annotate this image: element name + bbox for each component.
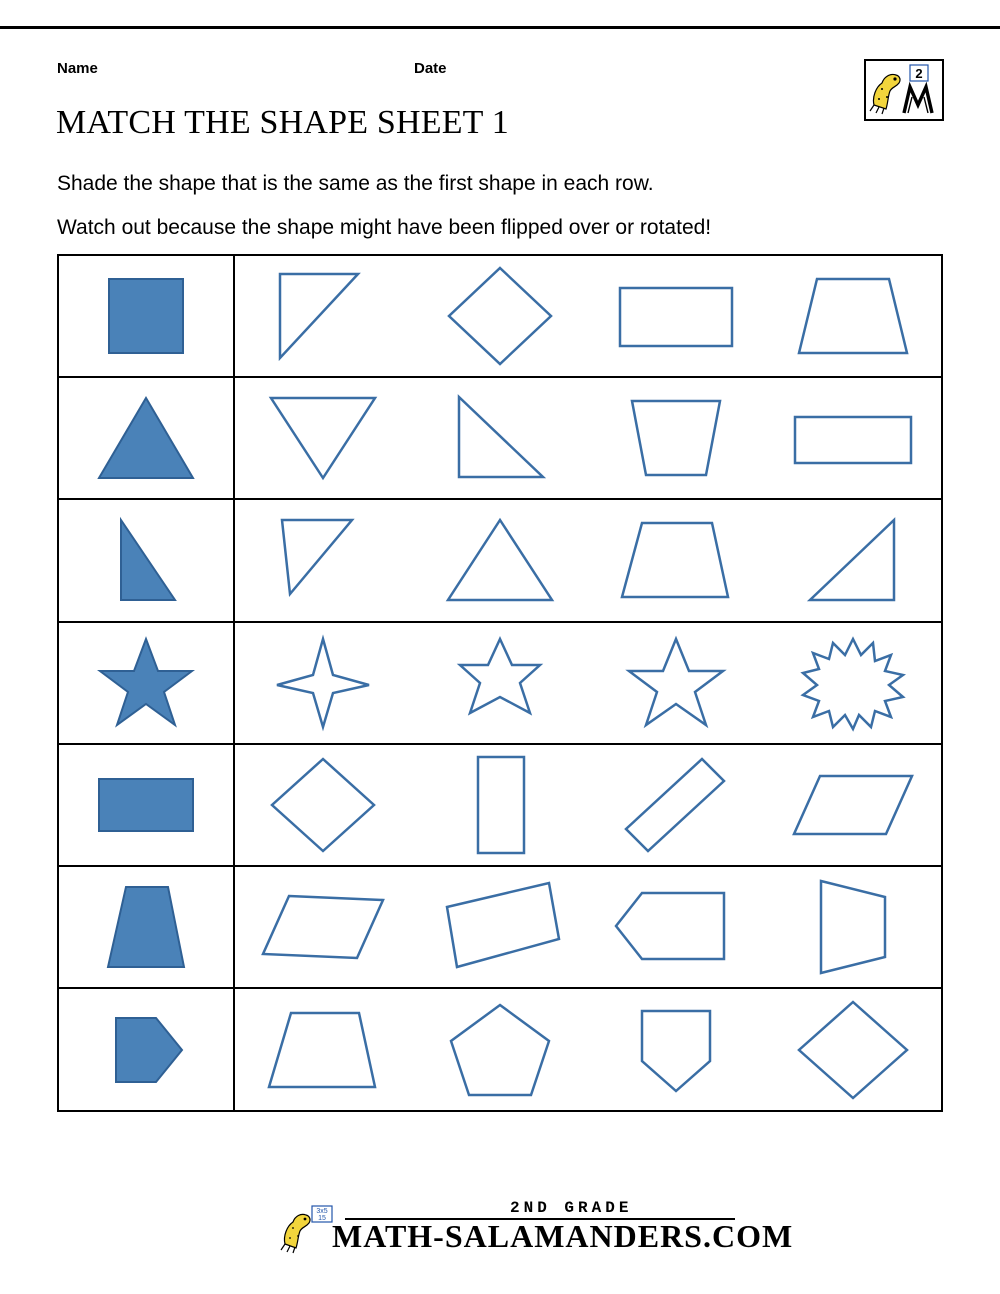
shape-matching-table <box>57 254 943 1112</box>
table-row <box>59 989 941 1111</box>
option-list <box>235 989 941 1111</box>
svg-text:3x5: 3x5 <box>316 1208 328 1215</box>
page-top-rule <box>0 0 1000 29</box>
option-right-triangle-mirrored[interactable] <box>773 514 933 606</box>
option-trapezoid[interactable] <box>596 515 756 605</box>
option-right-triangle[interactable] <box>243 266 403 366</box>
svg-text:2: 2 <box>915 66 923 81</box>
prompt-shape-square <box>59 256 235 376</box>
option-diamond[interactable] <box>773 998 933 1102</box>
footer-grade-text: 2ND GRADE <box>510 1199 633 1217</box>
option-trapezoid[interactable] <box>596 393 756 483</box>
option-rectangle[interactable] <box>596 276 756 356</box>
date-label: Date <box>414 60 447 77</box>
option-rectangle-rotated[interactable] <box>596 755 756 855</box>
option-list <box>235 378 941 498</box>
option-pentagon-down[interactable] <box>596 1003 756 1097</box>
svg-text:15: 15 <box>318 1215 326 1222</box>
table-row <box>59 623 941 745</box>
option-triangle-down[interactable] <box>243 392 403 484</box>
instruction-line-1: Shade the shape that is the same as the first shape in each row. <box>57 172 654 195</box>
salamander-logo-icon <box>279 1204 335 1260</box>
option-triangle-up[interactable] <box>420 514 580 606</box>
prompt-shape-triangle-up <box>59 378 235 498</box>
option-parallelogram[interactable] <box>773 766 933 844</box>
option-four-point-star[interactable] <box>243 635 403 731</box>
option-list <box>235 867 941 987</box>
option-right-triangle-rotated[interactable] <box>243 514 403 606</box>
prompt-shape-pentagon-sideways <box>59 989 235 1111</box>
page-title: MATCH THE SHAPE SHEET 1 <box>56 104 509 141</box>
table-row <box>59 256 941 378</box>
option-trapezoid[interactable] <box>243 1005 403 1095</box>
option-diamond[interactable] <box>420 264 580 368</box>
prompt-shape-trapezoid <box>59 867 235 987</box>
table-row <box>59 745 941 867</box>
option-rectangle-vertical[interactable] <box>420 753 580 857</box>
option-right-triangle[interactable] <box>420 391 580 485</box>
math-salamanders-logo-icon <box>866 61 942 119</box>
option-diamond[interactable] <box>243 755 403 855</box>
option-list <box>235 623 941 743</box>
instruction-line-2: Watch out because the shape might have been flipped over or rotated! <box>57 216 712 239</box>
option-trapezoid[interactable] <box>773 271 933 361</box>
footer-site-text: MATH-SALAMANDERS.COM <box>332 1218 794 1254</box>
prompt-shape-right-triangle <box>59 500 235 620</box>
prompt-shape-rectangle <box>59 745 235 865</box>
option-trapezoid-rotated[interactable] <box>773 877 933 977</box>
name-label: Name <box>57 60 98 77</box>
option-twelve-point-burst[interactable] <box>773 635 933 731</box>
prompt-shape-five-point-star <box>59 623 235 743</box>
option-pentagon-sideways[interactable] <box>596 885 756 969</box>
grade-badge <box>864 59 944 121</box>
option-five-point-star[interactable] <box>596 635 756 731</box>
table-row <box>59 867 941 989</box>
option-list <box>235 500 941 620</box>
option-list <box>235 745 941 865</box>
option-parallelogram[interactable] <box>243 888 403 966</box>
option-six-point-star[interactable] <box>420 635 580 731</box>
option-rectangle-tilted[interactable] <box>420 879 580 975</box>
table-row <box>59 500 941 622</box>
table-row <box>59 378 941 500</box>
option-list <box>235 256 941 376</box>
option-pentagon[interactable] <box>420 1001 580 1099</box>
option-rectangle[interactable] <box>773 403 933 473</box>
